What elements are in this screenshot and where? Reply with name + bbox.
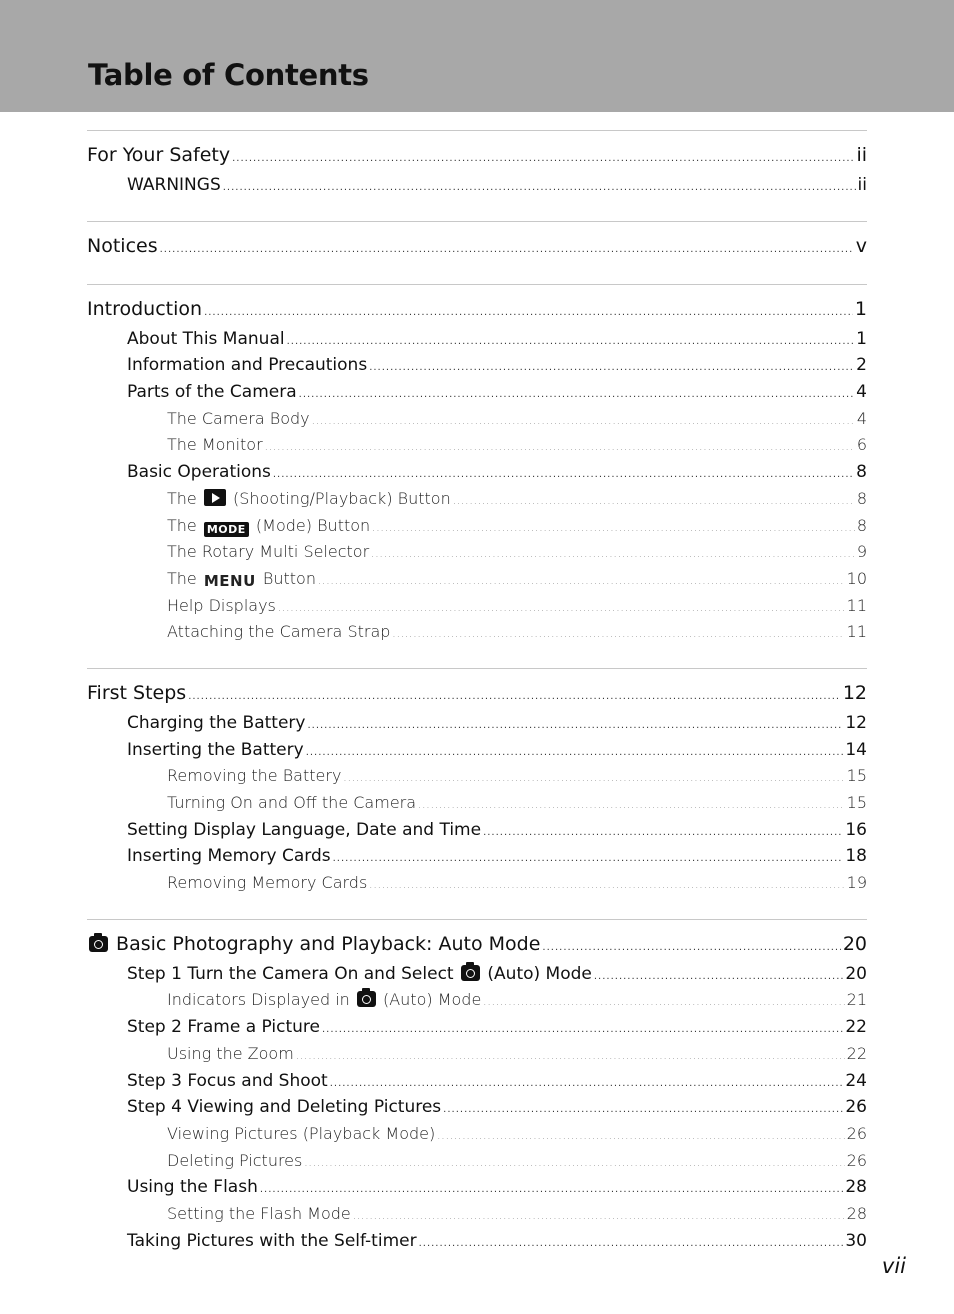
entry-title-text: Help Displays: [167, 595, 276, 615]
entry-page-number: 19: [846, 873, 867, 893]
dot-leader: [437, 1124, 844, 1151]
entry-title: [127, 737, 304, 764]
entry-title-text: Using the Zoom: [167, 1043, 294, 1063]
entry-title: [127, 710, 305, 737]
entry-title-text: (Auto) Mode: [382, 990, 482, 1010]
entry-page-number: 28: [845, 1177, 867, 1198]
toc-entry[interactable]: [87, 843, 867, 870]
entry-title: [167, 406, 310, 433]
dot-leader: [160, 234, 854, 266]
entry-page-number: 26: [846, 1150, 867, 1170]
toc-section: [87, 919, 867, 1255]
dot-leader: [260, 1177, 844, 1204]
dot-leader: [306, 740, 844, 767]
toc-section: [87, 221, 867, 262]
entry-title-text: Basic Operations: [127, 462, 271, 483]
entry-title: [127, 459, 271, 486]
entry-title-text: First Steps: [87, 681, 187, 704]
entry-title-text: Attaching the Camera Strap: [167, 622, 391, 642]
toc-entry[interactable]: [87, 230, 867, 262]
toc-entry[interactable]: [87, 1201, 867, 1228]
entry-title-text: Button: [262, 568, 316, 588]
entry-title: [127, 326, 285, 353]
entry-title: [87, 230, 158, 262]
entry-title-text: (Shooting/Playback) Button: [232, 488, 451, 508]
entry-page-number: 16: [845, 819, 867, 840]
entry-page-number: 24: [845, 1070, 867, 1091]
menu-icon: MENU: [203, 571, 256, 590]
entry-page-number: 28: [846, 1203, 867, 1223]
toc-entry[interactable]: [87, 710, 867, 737]
entry-title-text: Setting Display Language, Date and Time: [127, 819, 482, 840]
toc-entry[interactable]: [87, 1068, 867, 1095]
entry-title-text: Step 1 Turn the Camera On and Select: [127, 963, 454, 984]
dot-leader: [453, 489, 855, 516]
toc-entry[interactable]: [87, 459, 867, 486]
dot-leader: [369, 355, 854, 382]
entry-title: [167, 513, 370, 540]
dot-leader: [443, 1097, 843, 1124]
entry-title-text: About This Manual: [127, 328, 285, 349]
entry-page-number: 9: [856, 542, 867, 562]
toc-entry[interactable]: [87, 379, 867, 406]
entry-title: [167, 987, 481, 1014]
dot-leader: [483, 990, 844, 1017]
dot-leader: [372, 516, 855, 543]
entry-page-number: ii: [857, 175, 867, 195]
toc-entry[interactable]: [87, 1094, 867, 1121]
dot-leader: [287, 329, 855, 356]
dot-leader: [265, 435, 855, 462]
toc-entry[interactable]: [87, 566, 867, 593]
dot-leader: [204, 297, 853, 329]
dot-leader: [369, 873, 844, 900]
entry-page-number: 20: [845, 963, 867, 984]
entry-title-text: Step 4 Viewing and Deleting Pictures: [127, 1097, 442, 1118]
toc-entry[interactable]: [87, 486, 867, 513]
dot-leader: [419, 1231, 844, 1258]
entry-title: [87, 677, 186, 709]
entry-title: [127, 172, 221, 199]
entry-title-text: The Monitor: [167, 435, 263, 455]
mode-icon: MODE: [204, 522, 249, 537]
entry-page-number: 8: [856, 515, 867, 535]
dot-leader: [278, 596, 845, 623]
entry-page-number: 1: [856, 328, 867, 349]
entry-title: [127, 1094, 441, 1121]
entry-title-text: Notices: [87, 234, 158, 257]
entry-page-number: v: [855, 234, 867, 257]
toc-entry[interactable]: [87, 1014, 867, 1041]
entry-title: [127, 843, 331, 870]
dot-leader: [371, 542, 855, 569]
entry-page-number: 22: [846, 1043, 867, 1063]
toc-entry[interactable]: [87, 928, 867, 960]
entry-title-text: The Rotary Multi Selector: [167, 542, 370, 562]
entry-title-text: The: [167, 568, 197, 588]
toc-entry[interactable]: [87, 406, 867, 433]
entry-title: [167, 790, 416, 817]
entry-title-text: Information and Precautions: [127, 355, 368, 376]
entry-title: [127, 961, 592, 988]
entry-title-text: Taking Pictures with the Self-timer: [127, 1230, 417, 1251]
toc-entry[interactable]: [87, 763, 867, 790]
entry-title-text: The Camera Body: [167, 408, 310, 428]
toc-entry[interactable]: [87, 513, 867, 540]
auto-mode-camera-icon: [357, 991, 376, 1007]
dot-leader: [273, 462, 854, 489]
auto-mode-camera-icon: [89, 936, 108, 952]
toc-entry[interactable]: [87, 1174, 867, 1201]
entry-title-text: WARNINGS: [127, 175, 221, 195]
entry-title: [87, 293, 202, 325]
entry-title-text: Inserting Memory Cards: [127, 846, 331, 867]
entry-title: [167, 486, 451, 513]
entry-title: [87, 139, 230, 171]
entry-page-number: 6: [856, 435, 867, 455]
entry-page-number: 14: [845, 739, 867, 760]
entry-title-text: The: [167, 488, 197, 508]
entry-title: [127, 1014, 320, 1041]
entry-title-text: Step 2 Frame a Picture: [127, 1017, 320, 1038]
entry-page-number: 20: [842, 932, 867, 955]
entry-title: [167, 763, 341, 790]
entry-title: [167, 1041, 294, 1068]
toc-entry[interactable]: [87, 1121, 867, 1148]
entry-title: [127, 1228, 417, 1255]
entry-title-text: Basic Photography and Playback: Auto Mode: [116, 932, 541, 955]
entry-title-text: For Your Safety: [87, 144, 231, 166]
dot-leader: [223, 175, 856, 202]
entry-title: [167, 566, 316, 595]
toc-entry[interactable]: [87, 619, 867, 646]
entry-title-text: (Mode) Button: [255, 515, 371, 535]
dot-leader: [312, 409, 855, 436]
entry-title: [127, 1068, 328, 1095]
entry-title-text: (Auto) Mode: [487, 963, 592, 984]
entry-title-text: Parts of the Camera: [127, 382, 297, 403]
dot-leader: [353, 1204, 845, 1231]
dot-leader: [304, 1151, 844, 1178]
dot-leader: [299, 382, 855, 409]
entry-title: [167, 870, 367, 897]
entry-title-text: Step 3 Focus and Shoot: [127, 1070, 328, 1091]
entry-title: [167, 432, 263, 459]
entry-title: [127, 352, 367, 379]
entry-title: [167, 539, 369, 566]
toc-entry[interactable]: [87, 352, 867, 379]
entry-title-text: Viewing Pictures (Playback Mode): [167, 1123, 436, 1143]
entry-title-text: Removing Memory Cards: [167, 873, 368, 893]
page-number: vii: [881, 1254, 906, 1278]
toc-entry[interactable]: [87, 817, 867, 844]
entry-title: [127, 817, 481, 844]
dot-leader: [330, 1071, 844, 1098]
entry-title-text: The: [167, 515, 197, 535]
toc-entry[interactable]: [87, 432, 867, 459]
entry-title-text: Charging the Battery: [127, 712, 306, 733]
entry-page-number: 4: [856, 382, 867, 403]
dot-leader: [483, 820, 843, 847]
dot-leader: [188, 681, 841, 713]
toc-entry[interactable]: [87, 293, 867, 325]
entry-title-text: Using the Flash: [127, 1177, 258, 1198]
entry-page-number: 8: [856, 488, 867, 508]
entry-title: [167, 593, 276, 620]
entry-page-number: 26: [846, 1123, 867, 1143]
toc-entry[interactable]: [87, 139, 867, 171]
entry-page-number: 30: [845, 1230, 867, 1251]
dot-leader: [318, 569, 845, 596]
entry-title: [127, 379, 297, 406]
toc-entry[interactable]: [87, 172, 867, 199]
toc-entry[interactable]: [87, 870, 867, 897]
entry-page-number: 18: [845, 846, 867, 867]
dot-leader: [232, 143, 854, 175]
entry-title-text: Deleting Pictures: [167, 1150, 303, 1170]
entry-page-number: 11: [846, 595, 867, 615]
toc-entry[interactable]: [87, 987, 867, 1014]
dot-leader: [594, 964, 843, 991]
entry-page-number: 8: [856, 462, 867, 483]
toc-section: [87, 668, 867, 897]
entry-title-text: Setting the Flash Mode: [167, 1203, 351, 1223]
dot-leader: [322, 1017, 843, 1044]
dot-leader: [307, 713, 843, 740]
entry-title-text: Introduction: [87, 297, 203, 320]
entry-page-number: ii: [856, 144, 867, 166]
entry-title-text: Turning On and Off the Camera: [167, 793, 417, 812]
entry-title: [167, 1148, 302, 1175]
toc-section: [87, 130, 867, 199]
toc-entry[interactable]: [87, 961, 867, 988]
entry-page-number: 2: [856, 355, 867, 376]
entry-title-text: Indicators Displayed in: [167, 990, 350, 1010]
dot-leader: [296, 1044, 845, 1071]
entry-page-number: 12: [842, 681, 867, 704]
entry-title-text: Removing the Battery: [167, 766, 342, 786]
auto-mode-camera-icon: [461, 965, 480, 981]
entry-page-number: 26: [845, 1097, 867, 1118]
entry-page-number: 1: [854, 297, 867, 320]
entry-page-number: 15: [846, 766, 867, 786]
dot-leader: [418, 793, 845, 820]
entry-page-number: 11: [846, 622, 867, 642]
entry-title: [167, 1201, 351, 1228]
dot-leader: [392, 622, 844, 649]
toc-entry[interactable]: [87, 593, 867, 620]
entry-title: [167, 619, 390, 646]
entry-page-number: 4: [856, 408, 867, 428]
entry-page-number: 21: [846, 990, 867, 1010]
toc-entry[interactable]: [87, 790, 867, 817]
entry-page-number: 15: [846, 793, 867, 812]
page-title: Table of Contents: [88, 58, 369, 92]
toc-entry[interactable]: [87, 737, 867, 764]
toc-entry[interactable]: [87, 1228, 867, 1255]
dot-leader: [542, 932, 840, 964]
toc-entry[interactable]: [87, 1148, 867, 1175]
header-band: [0, 0, 954, 112]
entry-title: [167, 1121, 435, 1148]
entry-title-text: Inserting the Battery: [127, 739, 304, 760]
dot-leader: [333, 846, 844, 873]
toc-entry[interactable]: [87, 677, 867, 709]
play-icon: [204, 489, 226, 506]
toc-entry[interactable]: [87, 1041, 867, 1068]
entry-page-number: 10: [846, 568, 867, 588]
entry-title: [127, 1174, 258, 1201]
toc-entry[interactable]: [87, 539, 867, 566]
entry-title: [87, 928, 540, 960]
entry-page-number: 12: [845, 712, 867, 733]
toc-section: [87, 284, 867, 646]
dot-leader: [343, 766, 844, 793]
entry-page-number: 22: [845, 1017, 867, 1038]
table-of-contents: [87, 130, 867, 1276]
toc-entry[interactable]: [87, 326, 867, 353]
